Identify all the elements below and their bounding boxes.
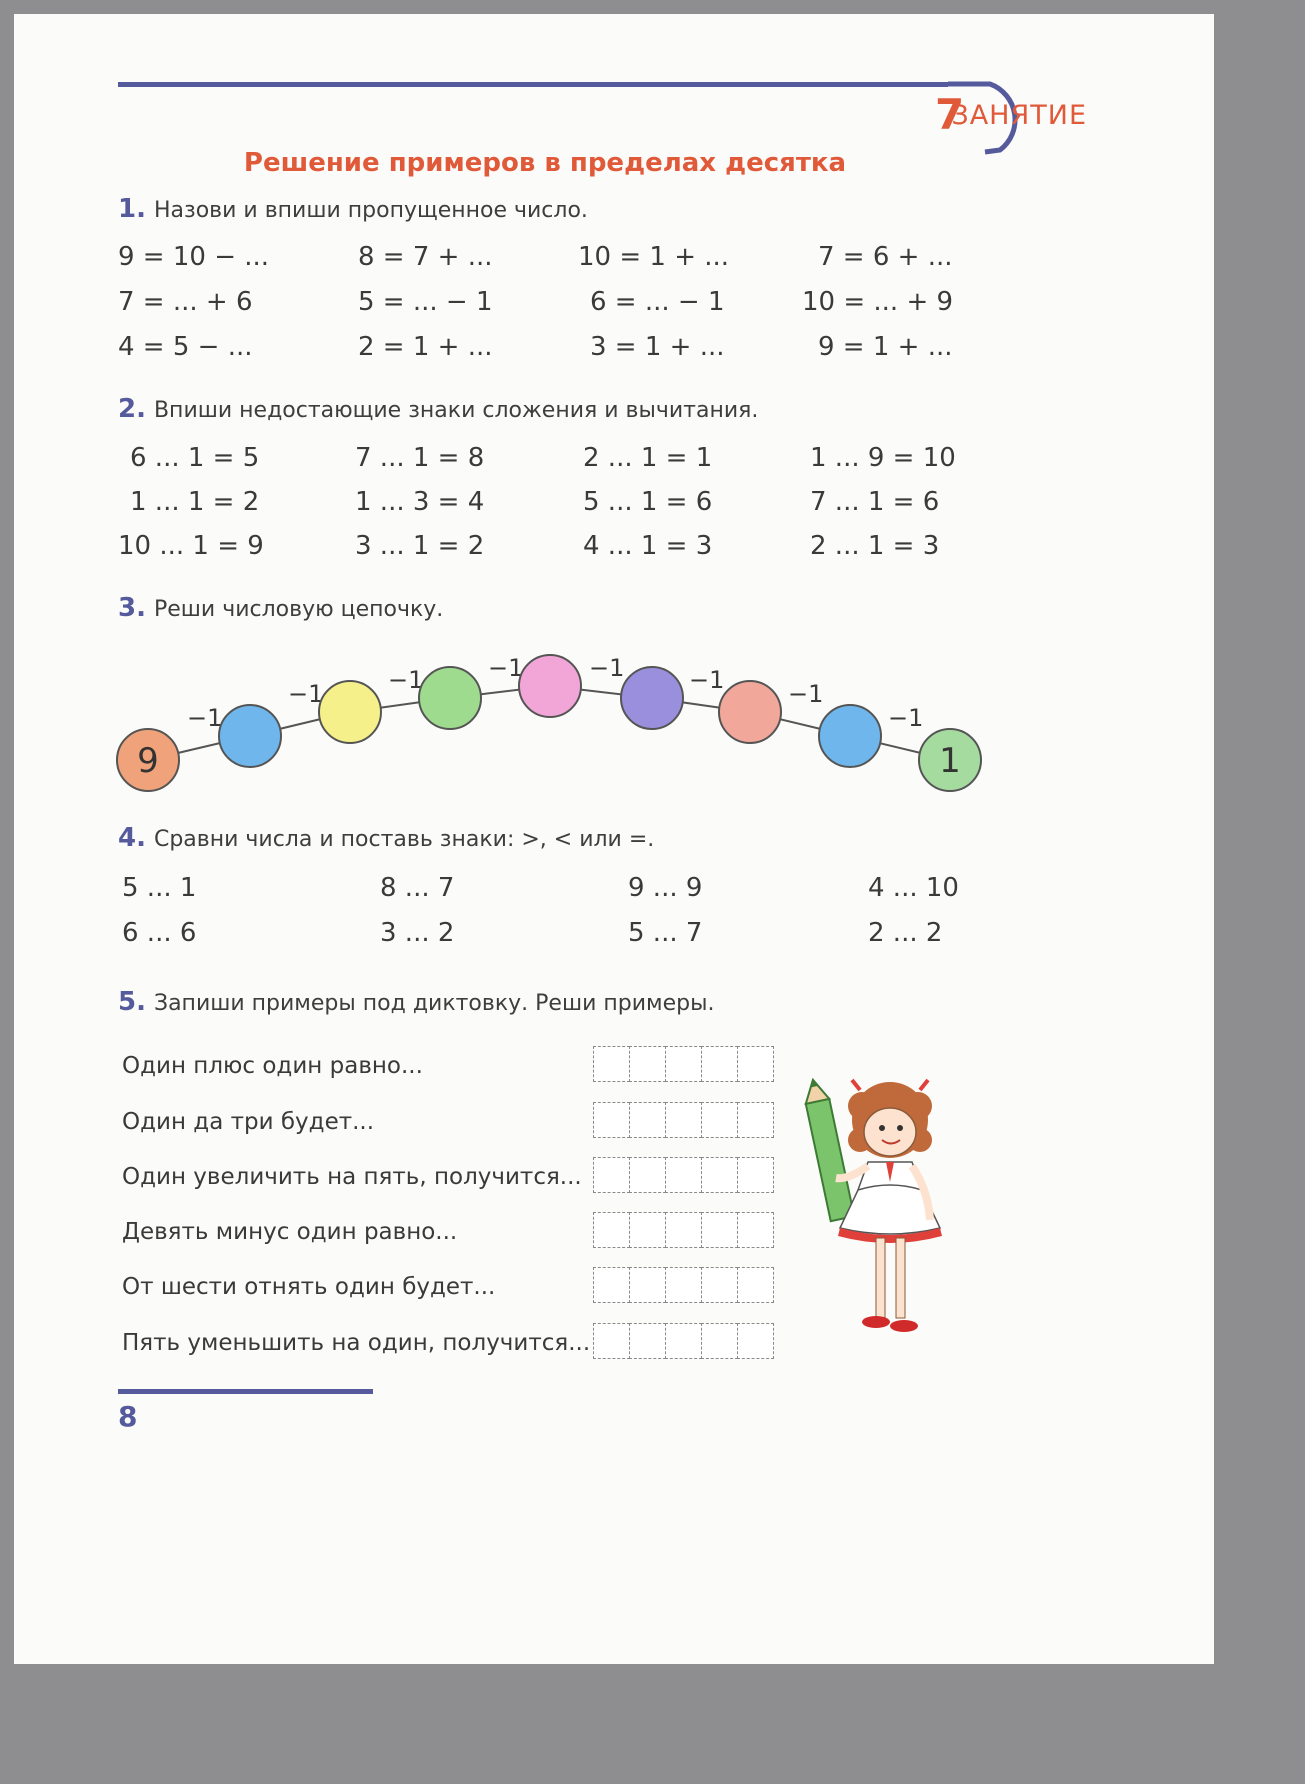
answer-cell[interactable]: [737, 1046, 774, 1082]
dictation-item-2: Один да три будет...: [122, 1109, 375, 1135]
answer-boxes-5[interactable]: [593, 1267, 773, 1303]
task5-text: Запиши примеры под диктовку. Реши примеры.: [153, 991, 715, 1016]
task4-r1-c3[interactable]: 9 ... 9: [628, 873, 703, 903]
answer-cell[interactable]: [593, 1323, 630, 1359]
task2-r1-c1[interactable]: 6 ... 1 = 5: [130, 443, 260, 473]
task4-r1-c1[interactable]: 5 ... 1: [122, 873, 197, 903]
chain-circle[interactable]: [419, 667, 481, 729]
dictation-item-3: Один увеличить на пять, получится...: [122, 1164, 582, 1190]
answer-cell[interactable]: [701, 1323, 738, 1359]
chain-end-value: 1: [939, 741, 961, 781]
answer-cell[interactable]: [737, 1157, 774, 1193]
task2-number: 2.: [118, 394, 146, 424]
dictation-item-6: Пять уменьшить на один, получится...: [122, 1330, 591, 1356]
task2-r2-c3[interactable]: 5 ... 1 = 6: [583, 487, 713, 517]
task1-r3-c3[interactable]: 3 = 1 + ...: [590, 332, 725, 362]
dictation-item-4: Девять минус один равно...: [122, 1219, 458, 1245]
answer-cell[interactable]: [737, 1102, 774, 1138]
chain-step-label: −1: [788, 680, 824, 708]
answer-boxes-6[interactable]: [593, 1323, 773, 1359]
task1-number: 1.: [118, 194, 146, 224]
task1-heading: [118, 194, 588, 224]
footer-rule: [118, 1389, 373, 1394]
chain-circle[interactable]: [621, 667, 683, 729]
task4-text: Сравни числа и поставь знаки: >, < или =.: [153, 827, 655, 852]
girl-with-pencil-illustration: [790, 1070, 990, 1350]
task2-r1-c3[interactable]: 2 ... 1 = 1: [583, 443, 713, 473]
answer-cell[interactable]: [629, 1267, 666, 1303]
task5-heading: [118, 987, 714, 1017]
chain-step-label: −1: [388, 666, 424, 694]
answer-cell[interactable]: [665, 1212, 702, 1248]
task4-r2-c4[interactable]: 2 ... 2: [868, 918, 943, 948]
task1-r3-c2[interactable]: 2 = 1 + ...: [358, 332, 493, 362]
answer-cell[interactable]: [737, 1267, 774, 1303]
task1-r3-c4[interactable]: 9 = 1 + ...: [818, 332, 953, 362]
answer-cell[interactable]: [593, 1157, 630, 1193]
task3-text: Реши числовую цепочку.: [153, 597, 444, 622]
page-number: 8: [118, 1400, 138, 1433]
chain-step-label: −1: [888, 704, 924, 732]
chain-circles: [117, 655, 981, 791]
chain-step-label: −1: [187, 704, 223, 732]
answer-cell[interactable]: [629, 1212, 666, 1248]
answer-cell[interactable]: [701, 1157, 738, 1193]
chain-step-label: −1: [488, 654, 524, 682]
chain-circle[interactable]: [719, 681, 781, 743]
answer-cell[interactable]: [629, 1046, 666, 1082]
task4-r2-c3[interactable]: 5 ... 7: [628, 918, 703, 948]
task1-r1-c2[interactable]: 8 = 7 + ...: [358, 242, 493, 272]
chain-circle[interactable]: [819, 705, 881, 767]
task1-r2-c3[interactable]: 6 = ... − 1: [590, 287, 725, 317]
task2-r2-c1[interactable]: 1 ... 1 = 2: [130, 487, 260, 517]
task4-r1-c4[interactable]: 4 ... 10: [868, 873, 959, 903]
task2-r3-c2[interactable]: 3 ... 1 = 2: [355, 531, 485, 561]
task1-r2-c2[interactable]: 5 = ... − 1: [358, 287, 493, 317]
dictation-item-5: От шести отнять один будет...: [122, 1274, 496, 1300]
task1-r2-c4[interactable]: 10 = ... + 9: [802, 287, 954, 317]
answer-cell[interactable]: [593, 1046, 630, 1082]
answer-cell[interactable]: [665, 1157, 702, 1193]
lesson-label: ЗАНЯТИЕ: [951, 100, 1087, 131]
answer-cell[interactable]: [629, 1323, 666, 1359]
task2-text: Впиши недостающие знаки сложения и вычитания.: [153, 398, 759, 423]
task4-number: 4.: [118, 823, 146, 853]
answer-boxes-4[interactable]: [593, 1212, 773, 1248]
task3-number: 3.: [118, 593, 146, 623]
page-title: Решение примеров в пределах десятка: [243, 148, 847, 178]
task4-r2-c2[interactable]: 3 ... 2: [380, 918, 455, 948]
lesson-number: 7: [935, 90, 965, 139]
task4-r2-c1[interactable]: 6 ... 6: [122, 918, 197, 948]
task4-heading: [118, 823, 654, 853]
task2-r2-c2[interactable]: 1 ... 3 = 4: [355, 487, 485, 517]
answer-cell[interactable]: [593, 1267, 630, 1303]
answer-cell[interactable]: [701, 1102, 738, 1138]
chain-circle[interactable]: [219, 705, 281, 767]
answer-cell[interactable]: [701, 1212, 738, 1248]
task2-heading: [118, 394, 758, 424]
task2-r3-c3[interactable]: 4 ... 1 = 3: [583, 531, 713, 561]
answer-cell[interactable]: [737, 1323, 774, 1359]
task1-r1-c1[interactable]: 9 = 10 − ...: [118, 242, 270, 272]
task1-r2-c1[interactable]: 7 = ... + 6: [118, 287, 253, 317]
task2-r1-c4[interactable]: 1 ... 9 = 10: [810, 443, 956, 473]
chain-step-label: −1: [689, 666, 725, 694]
task2-r2-c4[interactable]: 7 ... 1 = 6: [810, 487, 940, 517]
task2-r1-c2[interactable]: 7 ... 1 = 8: [355, 443, 485, 473]
answer-cell[interactable]: [665, 1046, 702, 1082]
task1-r1-c3[interactable]: 10 = 1 + ...: [578, 242, 730, 272]
chain-step-label: −1: [589, 654, 625, 682]
answer-cell[interactable]: [629, 1102, 666, 1138]
task1-r3-c1[interactable]: 4 = 5 − ...: [118, 332, 253, 362]
answer-boxes-3[interactable]: [593, 1157, 773, 1193]
task4-r1-c2[interactable]: 8 ... 7: [380, 873, 455, 903]
task1-text: Назови и впиши пропущенное число.: [153, 198, 588, 223]
answer-cell[interactable]: [665, 1267, 702, 1303]
answer-cell[interactable]: [701, 1267, 738, 1303]
answer-cell[interactable]: [629, 1157, 666, 1193]
task2-r3-c1[interactable]: 10 ... 1 = 9: [118, 531, 264, 561]
answer-cell[interactable]: [665, 1323, 702, 1359]
task2-r3-c4[interactable]: 2 ... 1 = 3: [810, 531, 940, 561]
answer-cell[interactable]: [701, 1046, 738, 1082]
chain-start-value: 9: [137, 741, 159, 781]
answer-cell[interactable]: [737, 1212, 774, 1248]
chain-step-label: −1: [288, 680, 324, 708]
number-chain: [110, 640, 990, 800]
answer-cell[interactable]: [665, 1102, 702, 1138]
answer-cell[interactable]: [593, 1212, 630, 1248]
dictation-item-1: Один плюс один равно...: [122, 1053, 423, 1079]
task1-r1-c4[interactable]: 7 = 6 + ...: [818, 242, 953, 272]
answer-boxes-2[interactable]: [593, 1102, 773, 1138]
pencil-icon: [801, 1077, 854, 1221]
answer-boxes-1[interactable]: [593, 1046, 773, 1082]
chain-circle[interactable]: [319, 681, 381, 743]
task5-number: 5.: [118, 987, 146, 1017]
chain-circle[interactable]: [519, 655, 581, 717]
answer-cell[interactable]: [593, 1102, 630, 1138]
task3-heading: [118, 593, 443, 623]
